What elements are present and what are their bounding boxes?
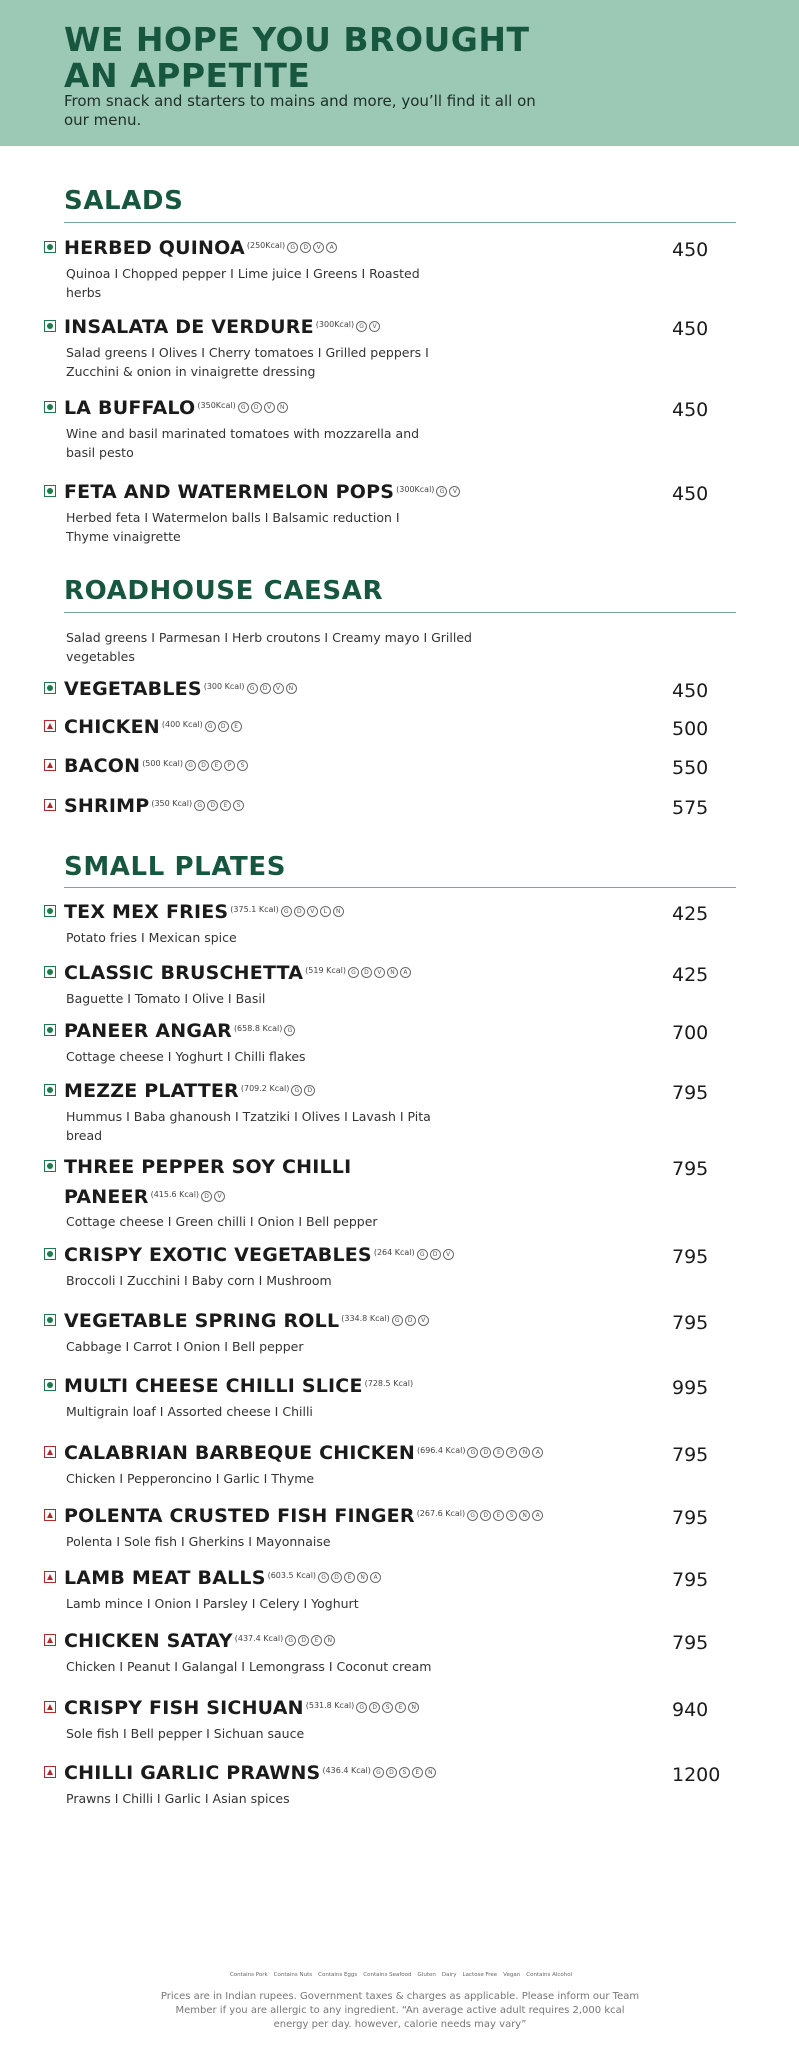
item-price: 500	[672, 718, 709, 740]
section-title-salads: SALADS	[64, 186, 184, 216]
item-title-line	[64, 1244, 684, 1266]
seafood-icon: S	[399, 1767, 410, 1778]
item-price: 575	[672, 797, 709, 819]
item-price: 450	[672, 399, 709, 421]
seafood-icon: S	[382, 1702, 393, 1713]
eggs-icon: E	[395, 1702, 406, 1713]
alcohol-icon: A	[370, 1572, 381, 1583]
item-name: HERBED QUINOA	[64, 237, 245, 259]
item-calories: (531.8 Kcal)	[305, 1701, 355, 1710]
nonveg-mark-icon	[44, 799, 56, 811]
veg-mark-icon	[44, 485, 56, 497]
item-title-line	[64, 716, 684, 738]
eggs-icon: E	[311, 1635, 322, 1646]
gluten-icon: G	[185, 760, 196, 771]
item-calories: (300 Kcal)	[203, 682, 245, 691]
legend-entry: Dairy	[441, 1972, 457, 1978]
gluten-icon: G	[205, 721, 216, 732]
gluten-icon: G	[436, 486, 447, 497]
item-title-line	[64, 1080, 684, 1102]
alcohol-icon: A	[400, 967, 411, 978]
vegan-icon: V	[214, 1191, 225, 1202]
item-description: Cabbage I Carrot I Onion I Bell pepper	[66, 1339, 304, 1354]
item-price: 795	[672, 1444, 709, 1466]
item-calories: (264 Kcal)	[373, 1248, 415, 1257]
dairy-icon: D	[480, 1447, 491, 1458]
item-price: 795	[672, 1632, 709, 1654]
gluten-icon: G	[356, 321, 367, 332]
item-name: VEGETABLE SPRING ROLL	[64, 1310, 340, 1332]
veg-mark-icon	[44, 241, 56, 253]
vegan-icon: V	[313, 242, 324, 253]
seafood-icon: S	[506, 1510, 517, 1521]
nuts-icon: N	[286, 683, 297, 694]
nonveg-mark-icon	[44, 759, 56, 771]
item-name-continued: PANEER	[64, 1186, 149, 1208]
item-price: 1200	[672, 1764, 721, 1786]
footer-note: Prices are in Indian rupees. Government taxes & charges as applicable. Please inform our Team Member if you are allergic to any ingredient. “An average active adult requires 2,000 kcal energy per day. however, calorie needs may vary”	[160, 1991, 640, 2030]
nonveg-mark-icon	[44, 1701, 56, 1713]
item-name: CRISPY FISH SICHUAN	[64, 1697, 304, 1719]
item-calories: (350 Kcal)	[151, 799, 193, 808]
dairy-icon: D	[207, 800, 218, 811]
dairy-icon: D	[480, 1510, 491, 1521]
dairy-icon: D	[298, 1635, 309, 1646]
item-description: Chicken I Peanut I Galangal I Lemongrass I Coconut cream	[66, 1659, 432, 1674]
eggs-icon: E	[412, 1767, 423, 1778]
item-calories: (437.4 Kcal)	[234, 1634, 284, 1643]
legend-entry: Vegan	[503, 1972, 521, 1978]
item-description: Lamb mince I Onion I Parsley I Celery I Yoghurt	[66, 1596, 359, 1611]
veg-mark-icon	[44, 1024, 56, 1036]
legend-entry: Contains Pork	[229, 1972, 268, 1978]
item-calories: (696.4 Kcal)	[416, 1446, 466, 1455]
eggs-icon: E	[211, 760, 222, 771]
item-name: MULTI CHEESE CHILLI SLICE	[64, 1375, 363, 1397]
item-price: 550	[672, 757, 709, 779]
alcohol-icon: A	[532, 1510, 543, 1521]
legend-entry: Contains Eggs	[318, 1972, 358, 1978]
item-price: 450	[672, 680, 709, 702]
vegan-icon: V	[418, 1315, 429, 1326]
nuts-icon: N	[333, 906, 344, 917]
item-calories: (500 Kcal)	[142, 759, 184, 768]
dairy-icon: D	[294, 906, 305, 917]
eggs-icon: E	[220, 800, 231, 811]
item-title-line	[64, 316, 684, 338]
vegan-icon: V	[273, 683, 284, 694]
item-name: SHRIMP	[64, 795, 150, 817]
item-title-line	[64, 1020, 684, 1042]
gluten-icon: G	[373, 1767, 384, 1778]
nuts-icon: N	[519, 1510, 530, 1521]
item-price: 995	[672, 1377, 709, 1399]
gluten-icon: G	[467, 1510, 478, 1521]
gluten-icon: G	[467, 1447, 478, 1458]
item-description: Herbed feta I Watermelon balls I Balsamic reduction I Thyme vinaigrette	[66, 510, 400, 544]
section-title-small-plates: SMALL PLATES	[64, 852, 287, 882]
item-title-line	[64, 901, 684, 923]
item-name: POLENTA CRUSTED FISH FINGER	[64, 1505, 415, 1527]
gluten-icon: G	[194, 800, 205, 811]
item-price: 795	[672, 1507, 709, 1529]
item-title-line	[64, 1630, 684, 1652]
item-calories: (400 Kcal)	[161, 720, 203, 729]
item-name: TEX MEX FRIES	[64, 901, 229, 923]
allergen-legend	[196, 1972, 606, 1978]
veg-mark-icon	[44, 966, 56, 978]
item-calories: (728.5 Kcal)	[364, 1379, 414, 1388]
item-price: 425	[672, 964, 709, 986]
item-description: Hummus I Baba ghanoush I Tzatziki I Olives I Lavash I Pita bread	[66, 1109, 431, 1143]
nuts-icon: N	[277, 402, 288, 413]
item-description: Cottage cheese I Green chilli I Onion I Bell pepper	[66, 1214, 378, 1229]
item-name: VEGETABLES	[64, 678, 202, 700]
item-title-line	[64, 237, 684, 259]
item-description: Broccoli I Zucchini I Baby corn I Mushroom	[66, 1273, 332, 1288]
item-description: Baguette I Tomato I Olive I Basil	[66, 991, 266, 1006]
item-calories: (300Kcal)	[396, 485, 435, 494]
item-price: 795	[672, 1312, 709, 1334]
nonveg-mark-icon	[44, 1766, 56, 1778]
eggs-icon: E	[493, 1510, 504, 1521]
item-title-line	[64, 1697, 684, 1719]
veg-mark-icon	[44, 1160, 56, 1172]
item-calories: (658.8 Kcal)	[233, 1024, 283, 1033]
item-name: PANEER ANGAR	[64, 1020, 232, 1042]
item-title-line	[64, 755, 684, 777]
item-price: 795	[672, 1158, 709, 1180]
section-divider	[64, 612, 736, 613]
legend-entry: Gluten	[417, 1972, 436, 1978]
dairy-icon: D	[218, 721, 229, 732]
veg-mark-icon	[44, 320, 56, 332]
vegan-icon: V	[443, 1249, 454, 1260]
vegan-icon: V	[374, 967, 385, 978]
item-name: CRISPY EXOTIC VEGETABLES	[64, 1244, 372, 1266]
item-price: 700	[672, 1022, 709, 1044]
dairy-icon: D	[201, 1191, 212, 1202]
item-description: Prawns I Chilli I Garlic I Asian spices	[66, 1791, 290, 1806]
dairy-icon: D	[361, 967, 372, 978]
item-description: Chicken I Pepperoncino I Garlic I Thyme	[66, 1471, 315, 1486]
item-title-line	[64, 795, 684, 817]
item-description: Salad greens I Olives I Cherry tomatoes I Grilled peppers I Zucchini & onion in vinaigrette dressing	[66, 345, 429, 379]
gluten-icon: G	[281, 906, 292, 917]
dairy-icon: D	[331, 1572, 342, 1583]
item-calories: (350Kcal)	[197, 401, 236, 410]
item-calories: (300Kcal)	[315, 320, 355, 329]
item-calories: (603.5 Kcal)	[267, 1571, 317, 1580]
item-price: 795	[672, 1246, 709, 1268]
item-title-line	[64, 481, 684, 503]
gluten-icon: G	[356, 1702, 367, 1713]
nuts-icon: N	[324, 1635, 335, 1646]
item-price: 795	[672, 1082, 709, 1104]
vegan-icon: V	[369, 321, 380, 332]
dairy-icon: D	[300, 242, 311, 253]
nuts-icon: N	[387, 967, 398, 978]
page-title: WE HOPE YOU BROUGHT AN APPETITE	[64, 20, 530, 95]
nuts-icon: N	[519, 1447, 530, 1458]
item-name: CHICKEN SATAY	[64, 1630, 233, 1652]
item-calories: (519 Kcal)	[305, 966, 346, 975]
nonveg-mark-icon	[44, 720, 56, 732]
item-name: LAMB MEAT BALLS	[64, 1567, 266, 1589]
legend-entry: Lactose Free	[462, 1972, 498, 1978]
veg-mark-icon	[44, 1379, 56, 1391]
gluten-icon: G	[291, 1085, 302, 1096]
item-name: CHILLI GARLIC PRAWNS	[64, 1762, 321, 1784]
item-description: Wine and basil marinated tomatoes with mozzarella and basil pesto	[66, 426, 420, 460]
section-divider	[64, 222, 736, 223]
page-subtitle: From snack and starters to mains and more, you’ll find it all on our menu.	[64, 92, 536, 129]
gluten-icon: G	[287, 242, 298, 253]
item-description: Sole fish I Bell pepper I Sichuan sauce	[66, 1726, 305, 1741]
item-description: Multigrain loaf I Assorted cheese I Chilli	[66, 1404, 313, 1419]
gluten-icon: G	[348, 967, 359, 978]
item-title-line	[64, 1442, 684, 1464]
legend-entry: Contains Alcohol	[526, 1972, 573, 1978]
item-calories: (334.8 Kcal)	[341, 1314, 390, 1323]
seafood-icon: S	[237, 760, 248, 771]
dairy-icon: D	[260, 683, 271, 694]
dairy-icon: D	[386, 1767, 397, 1778]
veg-mark-icon	[44, 401, 56, 413]
item-calories: (709.2 Kcal)	[240, 1084, 290, 1093]
seafood-icon: S	[233, 800, 244, 811]
caesar-description: Salad greens I Parmesan I Herb croutons I Creamy mayo I Grilled vegetables	[66, 630, 472, 664]
dairy-icon: D	[369, 1702, 380, 1713]
gluten-icon: G	[392, 1315, 403, 1326]
section-divider	[64, 887, 736, 888]
item-name: BACON	[64, 755, 141, 777]
item-title-line	[64, 1505, 684, 1527]
header-banner	[0, 0, 799, 146]
item-price: 795	[672, 1569, 709, 1591]
item-title-line	[64, 1156, 684, 1208]
item-calories: (250Kcal)	[246, 241, 286, 250]
gluten-icon: G	[247, 683, 258, 694]
item-name: CALABRIAN BARBEQUE CHICKEN	[64, 1442, 415, 1464]
nonveg-mark-icon	[44, 1634, 56, 1646]
veg-mark-icon	[44, 1314, 56, 1326]
item-calories: (375.1 Kcal)	[230, 905, 279, 914]
item-name: CHICKEN	[64, 716, 160, 738]
item-title-line	[64, 1762, 684, 1784]
item-name: INSALATA DE VERDURE	[64, 316, 314, 338]
gluten-icon: G	[285, 1635, 296, 1646]
veg-mark-icon	[44, 905, 56, 917]
item-price: 425	[672, 903, 709, 925]
item-name: CLASSIC BRUSCHETTA	[64, 962, 304, 984]
gluten-icon: G	[238, 402, 249, 413]
gluten-icon: G	[318, 1572, 329, 1583]
item-title-line	[64, 1310, 684, 1332]
alcohol-icon: A	[532, 1447, 543, 1458]
dairy-icon: D	[251, 402, 262, 413]
legend-entry: Contains Seafood	[363, 1972, 412, 1978]
alcohol-icon: A	[326, 242, 337, 253]
vegan-icon: V	[449, 486, 460, 497]
item-calories: (436.4 Kcal)	[322, 1766, 371, 1775]
veg-mark-icon	[44, 1248, 56, 1260]
lactose-free-icon: L	[320, 906, 331, 917]
item-title-line	[64, 678, 684, 700]
nuts-icon: N	[408, 1702, 419, 1713]
pork-icon: P	[506, 1447, 517, 1458]
dairy-icon: D	[430, 1249, 441, 1260]
item-description: Polenta I Sole fish I Gherkins I Mayonnaise	[66, 1534, 331, 1549]
item-calories: (267.6 Kcal)	[416, 1509, 466, 1518]
item-title-line	[64, 962, 684, 984]
item-calories: (415.6 Kcal)	[150, 1190, 200, 1199]
item-title-line	[64, 397, 684, 419]
pork-icon: P	[224, 760, 235, 771]
eggs-icon: E	[493, 1447, 504, 1458]
gluten-icon: G	[417, 1249, 428, 1260]
nonveg-mark-icon	[44, 1446, 56, 1458]
gluten-icon: G	[284, 1025, 295, 1036]
nonveg-mark-icon	[44, 1509, 56, 1521]
item-description: Potato fries I Mexican spice	[66, 930, 237, 945]
eggs-icon: E	[344, 1572, 355, 1583]
eggs-icon: E	[231, 721, 242, 732]
vegan-icon: V	[307, 906, 318, 917]
item-name: MEZZE PLATTER	[64, 1080, 239, 1102]
veg-mark-icon	[44, 1084, 56, 1096]
vegan-icon: V	[264, 402, 275, 413]
item-price: 450	[672, 239, 709, 261]
dairy-icon: D	[304, 1085, 315, 1096]
item-description: Quinoa I Chopped pepper I Lime juice I Greens I Roasted herbs	[66, 266, 420, 300]
item-name: THREE PEPPER SOY CHILLI	[64, 1156, 352, 1178]
item-description: Cottage cheese I Yoghurt I Chilli flakes	[66, 1049, 306, 1064]
item-name: LA BUFFALO	[64, 397, 196, 419]
item-price: 450	[672, 483, 709, 505]
veg-mark-icon	[44, 682, 56, 694]
item-name: FETA AND WATERMELON POPS	[64, 481, 395, 503]
item-price: 940	[672, 1699, 709, 1721]
nonveg-mark-icon	[44, 1571, 56, 1583]
nuts-icon: N	[425, 1767, 436, 1778]
legend-entry: Contains Nuts	[273, 1972, 313, 1978]
dairy-icon: D	[405, 1315, 416, 1326]
item-title-line	[64, 1375, 684, 1397]
section-title-roadhouse-caesar: ROADHOUSE CAESAR	[64, 576, 384, 606]
nuts-icon: N	[357, 1572, 368, 1583]
item-title-line	[64, 1567, 684, 1589]
dairy-icon: D	[198, 760, 209, 771]
item-price: 450	[672, 318, 709, 340]
